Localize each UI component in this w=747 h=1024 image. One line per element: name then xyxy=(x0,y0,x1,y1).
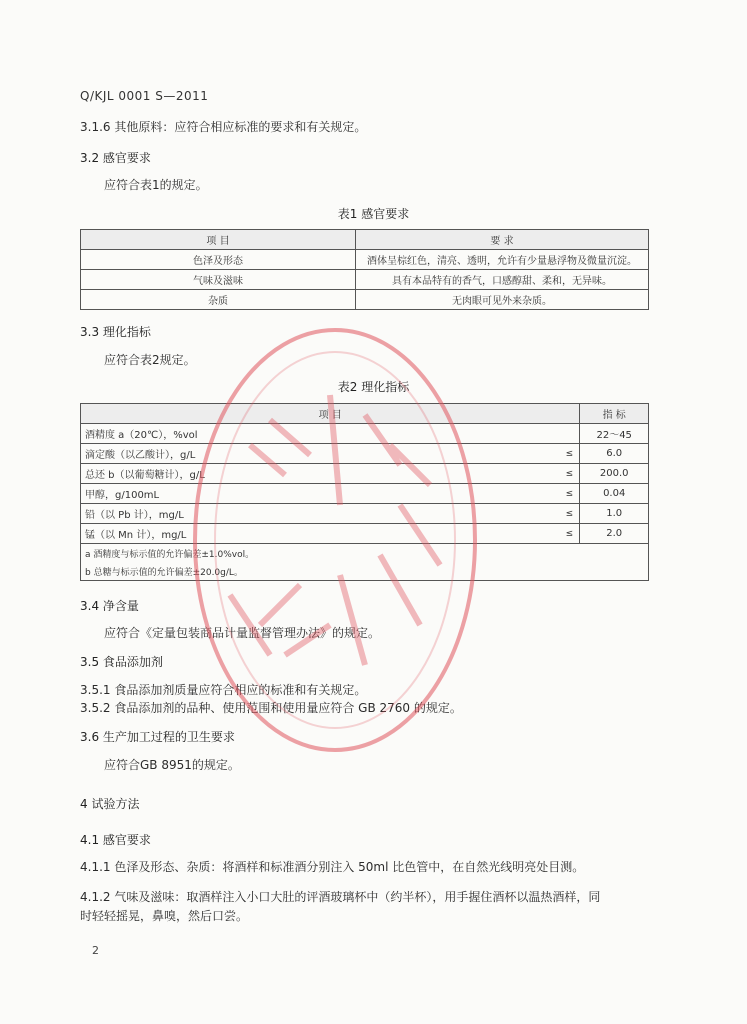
table-row xyxy=(81,290,649,310)
table-cell xyxy=(559,424,580,444)
table-cell: 0.04 xyxy=(580,484,649,504)
table-row xyxy=(81,484,649,504)
table-cell: 铅（以 Pb 计），mg/L xyxy=(81,504,560,524)
table1-caption: 表1 感官要求 xyxy=(337,207,410,221)
table-footnote: b 总糖与标示值的允许偏差±20.0g/L。 xyxy=(81,562,649,581)
table-cell: 6.0 xyxy=(580,444,649,464)
clause-4-1-2-line2: 时轻轻摇晃，鼻嗅，然后口尝。 xyxy=(80,909,249,923)
table-cell: ≤ xyxy=(559,464,580,484)
table-cell: 2.0 xyxy=(580,524,649,544)
physicochemical-table xyxy=(80,403,649,581)
table-header-cell: 项 目 xyxy=(81,230,356,250)
section-3-2-text: 应符合表1的规定。 xyxy=(104,178,208,192)
table-note-row xyxy=(81,544,649,563)
table-cell: ≤ xyxy=(559,504,580,524)
table-row xyxy=(81,464,649,484)
table-cell: 甲醇，g/100mL xyxy=(81,484,560,504)
table-cell: ≤ xyxy=(559,444,580,464)
table-cell: 锰（以 Mn 计），mg/L xyxy=(81,524,560,544)
table-cell: 200.0 xyxy=(580,464,649,484)
table-cell: 总还 b（以葡萄糖计），g/L xyxy=(81,464,560,484)
table-row xyxy=(81,424,649,444)
table-footnote: a 酒精度与标示值的允许偏差±1.0%vol。 xyxy=(81,544,649,563)
table-cell: ≤ xyxy=(559,524,580,544)
table-cell: 色泽及形态 xyxy=(81,250,356,270)
table-cell: 22～45 xyxy=(580,424,649,444)
section-3-5-heading: 3.5 食品添加剂 xyxy=(80,655,163,669)
clause-4-1-1: 4.1.1 色泽及形态、杂质：将酒样和标准酒分别注入 50ml 比色管中，在自然光线明亮处目测。 xyxy=(80,860,585,874)
table-cell: 1.0 xyxy=(580,504,649,524)
clause-3-5-1: 3.5.1 食品添加剂质量应符合相应的标准和有关规定。 xyxy=(80,683,367,697)
table-header-cell: 指 标 xyxy=(580,404,649,424)
table-cell: 无肉眼可见外来杂质。 xyxy=(356,290,649,310)
table-row xyxy=(81,444,649,464)
table-row xyxy=(81,250,649,270)
section-3-3-text: 应符合表2规定。 xyxy=(104,353,196,367)
table-header-row xyxy=(81,230,649,250)
table-row xyxy=(81,524,649,544)
table-cell: 杂质 xyxy=(81,290,356,310)
document-header: Q/KJL 0001 S—2011 xyxy=(80,89,209,103)
table-cell: 酒精度 a（20℃），%vol xyxy=(81,424,560,444)
section-3-6-heading: 3.6 生产加工过程的卫生要求 xyxy=(80,730,235,744)
table-cell: 气味及滋味 xyxy=(81,270,356,290)
sensory-table xyxy=(80,229,649,310)
clause-3-1-6: 3.1.6 其他原料：应符合相应标准的要求和有关规定。 xyxy=(80,120,367,134)
table-cell: 酒体呈棕红色，清亮、透明，允许有少量悬浮物及微量沉淀。 xyxy=(356,250,649,270)
table2-caption: 表2 理化指标 xyxy=(337,380,410,394)
table-row xyxy=(81,270,649,290)
section-4-heading: 4 试验方法 xyxy=(80,797,140,811)
table-cell: ≤ xyxy=(559,484,580,504)
section-3-6-text: 应符合GB 8951的规定。 xyxy=(104,758,240,772)
clause-3-5-2: 3.5.2 食品添加剂的品种、使用范围和使用量应符合 GB 2760 的规定。 xyxy=(80,701,462,715)
table-cell: 具有本品特有的香气，口感醇甜、柔和，无异味。 xyxy=(356,270,649,290)
table-cell: 滴定酸（以乙酸计），g/L xyxy=(81,444,560,464)
clause-4-1-2-line1: 4.1.2 气味及滋味：取酒样注入小口大肚的评酒玻璃杯中（约半杯），用手握住酒杯以温热酒样，同 xyxy=(80,890,601,904)
table-header-cell: 项 目 xyxy=(81,404,580,424)
page-number: 2 xyxy=(92,944,99,957)
section-3-4-heading: 3.4 净含量 xyxy=(80,599,139,613)
section-3-3-heading: 3.3 理化指标 xyxy=(80,325,151,339)
table-header-row xyxy=(81,404,649,424)
section-3-4-text: 应符合《定量包装商品计量监督管理办法》的规定。 xyxy=(104,626,381,640)
table-row xyxy=(81,504,649,524)
section-4-1-heading: 4.1 感官要求 xyxy=(80,833,151,847)
table-header-cell: 要 求 xyxy=(356,230,649,250)
section-3-2-heading: 3.2 感官要求 xyxy=(80,151,151,165)
table-note-row xyxy=(81,562,649,581)
